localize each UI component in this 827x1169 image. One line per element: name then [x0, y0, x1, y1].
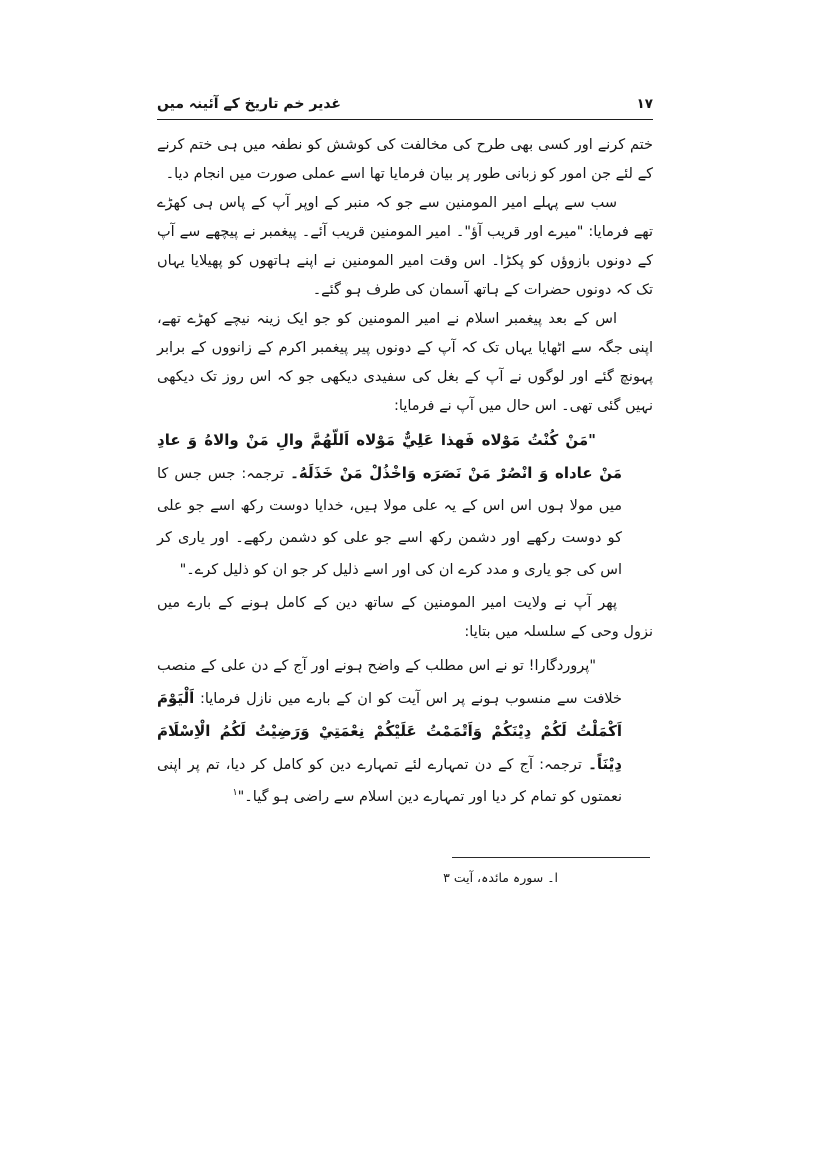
paragraph-continuation: ختم کرنے اور کسی بھی طرح کی مخالفت کی کوشش کو نطفہ میں ہی ختم کرنے کے لئے جن امور کو زبانی طور پر بیان فرمایا تھا اسے عملی صورت میں انجام دیا۔	[157, 137, 653, 182]
verse-intro-text: "پروردگارا! تو نے اس مطلب کے واضح ہونے اور آج کے دن علی کے منصب خلافت سے منسوب ہونے پر اس آیت کو ان کے بارے میں نازل فرمایا:	[157, 658, 622, 707]
paragraph-lifting-scene: اس کے بعد پیغمبر اسلام نے امیر المومنین کو جو ایک زینہ نیچے کھڑے تھے، اپنی جگہ سے اٹھایا یہاں تک کہ آپ کے دونوں پیر پیغمبر اکرم کے زانووں کے برابر پہونچ گئے اور لوگوں نے آپ کے بغل کی سفیدی دیکھی جو کہ اس روز تک دیکھی نہیں گئی تھی۔ اس حال میں آپ نے فرمایا:	[157, 311, 653, 414]
page-body	[157, 120, 653, 813]
verse-urdu-translation: ترجمہ: آج کے دن تمہارے لئے تمہارے دین کو کامل کر دیا، تم پر اپنی نعمتوں کو تمام کر دیا اور تمہارے دین اسلام سے راضی ہو گیا۔"	[157, 757, 622, 805]
footnote-area	[157, 857, 653, 885]
footnote-ref-marker: ۱	[232, 787, 238, 799]
hadith-arabic-text: "مَنْ كُنْتُ مَوْلاه فَهذا عَلِيٌّ مَوْلاه اَللّهُمَّ والِ مَنْ والاهُ وَ عادِ مَنْ عاداه وَ انْصُرْ مَنْ نَصَرَه وَاخْذُلْ مَنْ خَذَلَهُ۔	[157, 431, 622, 482]
quote-hadith-block	[157, 424, 622, 586]
footnote-text: ا۔ سورہ مائدہ، آیت ۳	[443, 870, 558, 885]
footnote-rule	[452, 857, 650, 858]
running-title: غدیر خم تاریخ کے آئینہ میں	[157, 96, 341, 112]
verse-arabic-text: اَلْيَوْمَ اَكْمَلْتُ لَكُمْ دِيْنَكُمْ وَاَتْمَمْتُ عَلَيْكُمْ نِعْمَتِيْ وَرَضِيْتُ لَكُمُ الْاِسْلَامَ دِيْنَاً۔	[157, 689, 622, 773]
paragraph-revelation-intro: پھر آپ نے ولایت امیر المومنین کے ساتھ دین کے کامل ہونے کے بارے میں نزول وحی کے سلسلہ میں بتایا:	[157, 595, 653, 640]
page-number: ۱۷	[636, 96, 653, 112]
hadith-urdu-translation: ترجمہ: جس جس کا میں مولا ہوں اس اس کے یہ علی مولا ہیں، خدایا دوست رکھ اسے جو علی کو دوست رکھے اور دشمن رکھ اسے جو علی کو دشمن رکھے۔ اور یاری کر اس کی جو یاری و مدد کرے ان کی اور اسے ذلیل کر جو ان کو ذلیل کرے۔"	[157, 466, 622, 578]
page-header	[157, 0, 653, 112]
quote-verse-block	[157, 650, 622, 813]
paragraph-minbar-scene: سب سے پہلے امیر المومنین سے جو کہ منبر کے اوپر آپ کے پاس ہی کھڑے تھے فرمایا: "میرے اور قریب آؤ"۔ امیر المومنین قریب آئے۔ پیغمبر نے پیچھے سے آپ کے دونوں بازوؤں کو پکڑا۔ اس وقت امیر المومنین نے اپنے ہاتھوں کو پھیلایا یہاں تک کہ دونوں حضرات کے ہاتھ آسمان کی طرف ہو گئے۔	[157, 195, 653, 298]
